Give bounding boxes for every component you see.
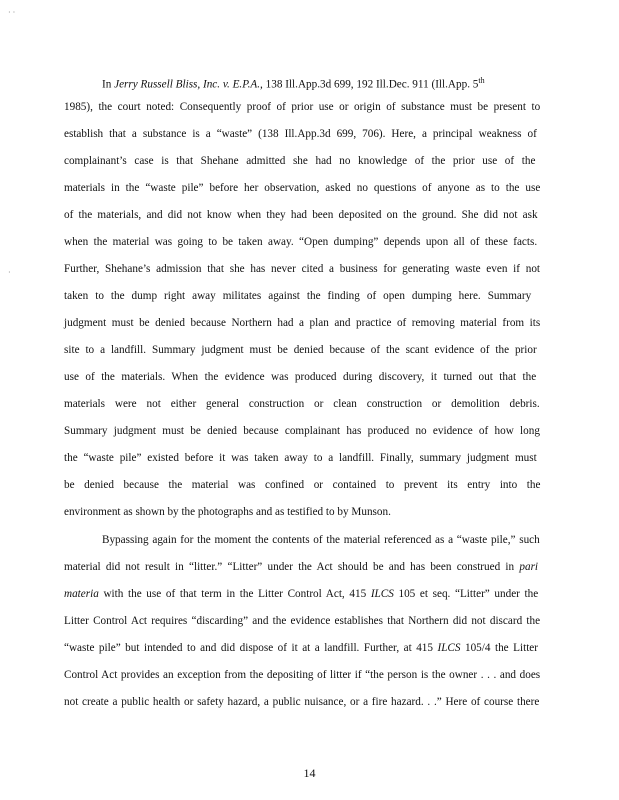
text-line: Control Act provides an exception from the depositing of litter if “the person is the owner . . . and does (64, 669, 541, 681)
text-line (64, 560, 538, 574)
statute-abbrev: ILCS (437, 642, 461, 654)
text-line: when the material was going to be taken away. “Open dumping” depends upon all of these facts. (64, 236, 538, 248)
text-line: be denied because the material was confined or contained to prevent its entry into the (64, 479, 541, 491)
text-line: Litter Control Act requires “discarding” and the evidence establishes that Northern did not discard the (64, 615, 541, 627)
text-line (64, 587, 538, 601)
latin-term: pari (519, 561, 539, 573)
text-span: with the use of that term in the Litter Control Act, 415 (98, 588, 371, 600)
statute-abbrev: ILCS (370, 588, 394, 600)
latin-term: materia (64, 588, 99, 600)
text-line (102, 74, 540, 92)
text-line: Further, Shehane’s admission that she has never cited a business for generating waste even if not (64, 263, 541, 275)
text-line: the “waste pile” existed before it was taken away to a landfill. Finally, summary judgment must (64, 452, 537, 464)
text-line: Summary judgment must be denied because complainant has produced no evidence of how long (64, 425, 540, 437)
text-line: materials were not either general construction or clean construction or demolition debris. (64, 398, 540, 410)
text-span: material did not result in “litter.” “Litter” under the Act should be and has been construed in (64, 561, 520, 573)
text-span: 105 et seq. “Litter” under the (393, 588, 539, 600)
text-span: “waste pile” but intended to and did dispose of it at a landfill. Further, at 415 (64, 642, 438, 654)
text-line: Bypassing again for the moment the contents of the material referenced as a “waste pile,” such (102, 534, 540, 546)
text-line: complainant’s case is that Shehane admitted she had no knowledge of the prior use of the (64, 155, 536, 167)
text-line: 1985), the court noted: Consequently proof of prior use or origin of substance must be present to (64, 101, 541, 113)
text-span: 138 Ill.App.3d 699, 192 Ill.Dec. 911 (Ill.App. 5 (262, 78, 479, 91)
text-line: environment as shown by the photographs and as testified to by Munson. (64, 506, 391, 518)
text-line (64, 641, 538, 655)
text-line: not create a public health or safety hazard, a public nuisance, or a fire hazard. . .” Here of course there (64, 696, 540, 708)
text-span: In (102, 78, 115, 91)
text-line: materials in the “waste pile” before her observation, asked no questions of anyone as to the use (64, 182, 541, 194)
text-line: use of the materials. When the evidence was produced during discovery, it turned out that the (64, 371, 537, 383)
scan-mark-top: · · (8, 8, 16, 17)
text-line: judgment must be denied because Northern had a plan and practice of removing material from its (64, 317, 541, 329)
case-name: Jerry Russell Bliss, Inc. v. E.P.A., (114, 78, 263, 91)
superscript: th (478, 76, 485, 85)
text-line: of the materials, and did not know when they had been deposited on the ground. She did not ask (64, 209, 538, 221)
page-number: 14 (303, 766, 316, 780)
text-span: 105/4 the Litter (460, 642, 538, 654)
text-line: taken to the dump right away militates against the finding of open dumping here. Summary (64, 290, 532, 302)
text-line: site to a landfill. Summary judgment must be denied because of the scant evidence of the prior (64, 344, 537, 356)
scan-mark-left: · (8, 268, 11, 277)
text-line: establish that a substance is a “waste” (138 Ill.App.3d 699, 706). Here, a principal weakness of (64, 128, 537, 140)
